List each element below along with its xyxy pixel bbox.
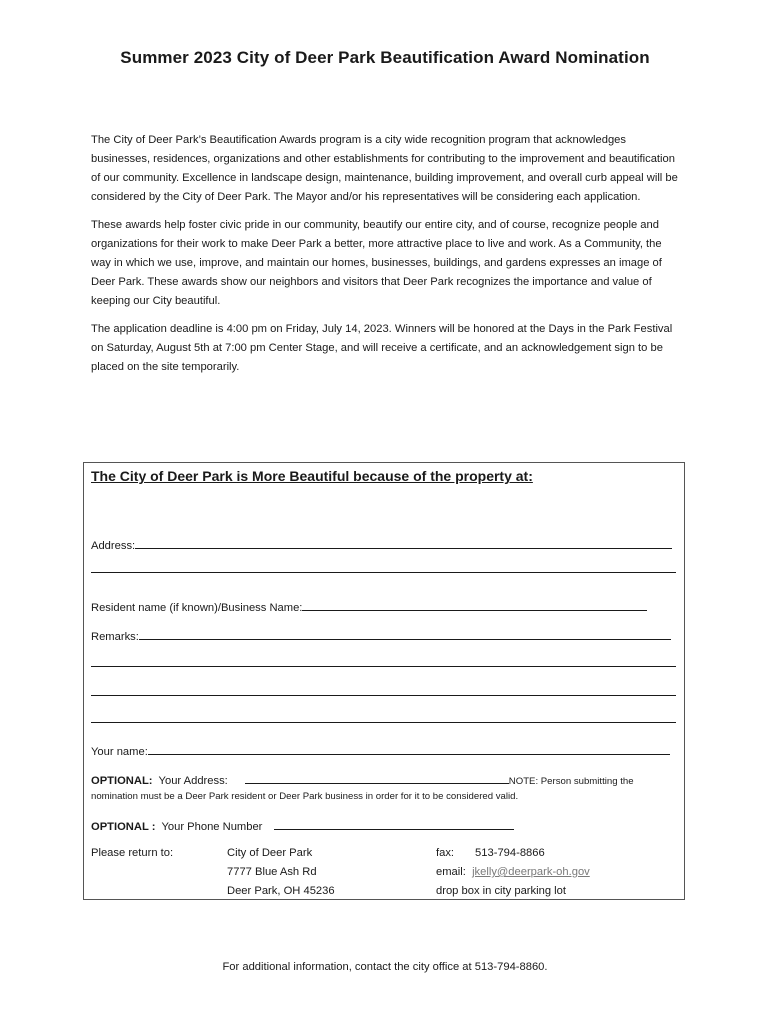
resident-label: Resident name (if known)/Business Name:: [91, 602, 303, 614]
your-address-label: Your Address:: [158, 775, 228, 787]
address-label: Address:: [91, 540, 136, 552]
optional-label: OPTIONAL:: [91, 775, 153, 787]
return-address-line-2: 7777 Blue Ash Rd: [227, 866, 317, 878]
remarks-field[interactable]: [139, 628, 671, 640]
remarks-field-line-2[interactable]: [91, 666, 676, 667]
return-address-block: [227, 844, 335, 901]
return-address-line-3: Deer Park, OH 45236: [227, 885, 335, 897]
address-row: [91, 537, 672, 552]
resident-name-field[interactable]: [302, 599, 647, 611]
fax-label: fax:: [436, 847, 455, 859]
optional-phone-row: [91, 818, 514, 833]
fax-row: [436, 844, 590, 863]
email-row: [436, 863, 590, 882]
intro-paragraph-1: The City of Deer Park’s Beautification Awards program is a city wide recognition program that acknowledges businesses, residences, organizations and other establishments for contributing to the improvement and beautification of our community. Excellence in landscape design, maintenance, building improvement, and overall curb appeal will be considered by the City of Deer Park. The Mayor and/or his representatives will be considering each application.: [91, 134, 678, 203]
form-heading: The City of Deer Park is More Beautiful because of the property at:: [91, 468, 533, 484]
your-name-row: [91, 743, 670, 758]
document-title: Summer 2023 City of Deer Park Beautification Award Nomination: [120, 48, 650, 67]
resident-row: [91, 599, 647, 614]
drop-box-text: drop box in city parking lot: [436, 885, 566, 897]
footer-contact: For additional information, contact the city office at 513-794-8860.: [222, 961, 548, 973]
intro-paragraph-2: These awards help foster civic pride in our community, beautify our entire city, and of course, recognize people and organizations for their work to make Deer Park a better, more attractive place to live and work. As a Community, the way in which we use, improve, and maintain our homes, businesses, buildings, and gardens expresses an image of Deer Park. These awards show our neighbors and visitors that Deer Park recognizes the importance and value of keeping our City beautiful.: [91, 219, 662, 307]
return-label: Please return to:: [91, 847, 174, 859]
address-field[interactable]: [135, 537, 672, 549]
optional-label-2: OPTIONAL :: [91, 821, 156, 833]
intro-section: [91, 131, 683, 386]
address-field-line-2[interactable]: [91, 572, 676, 573]
validity-note: NOTE: Person submitting the: [508, 776, 634, 787]
remarks-field-line-4[interactable]: [91, 722, 676, 723]
your-name-label: Your name:: [91, 746, 148, 758]
intro-paragraph-3: The application deadline is 4:00 pm on Friday, July 14, 2023. Winners will be honored at the Days in the Park Festival on Saturday, August 5th at 7:00 pm Center Stage, and will receive a certificate, and an acknowledgement sign to be placed on the site temporarily.: [91, 323, 673, 373]
optional-address-row: [91, 772, 634, 787]
your-address-field[interactable]: [245, 772, 509, 784]
validity-note-continued: nomination must be a Deer Park resident or Deer Park business in order for it to be considered valid.: [91, 791, 519, 802]
return-address-line-1: City of Deer Park: [227, 847, 313, 859]
phone-field[interactable]: [274, 818, 514, 830]
fax-number: 513-794-8866: [475, 847, 545, 859]
contact-block: [436, 844, 590, 901]
email-label: email:: [436, 866, 466, 878]
remarks-row: [91, 628, 671, 643]
phone-label: Your Phone Number: [161, 821, 263, 833]
email-link[interactable]: jkelly@deerpark-oh.gov: [472, 866, 590, 878]
remarks-label: Remarks:: [91, 631, 139, 643]
your-name-field[interactable]: [148, 743, 670, 755]
remarks-field-line-3[interactable]: [91, 695, 676, 696]
nomination-form: [83, 462, 685, 900]
